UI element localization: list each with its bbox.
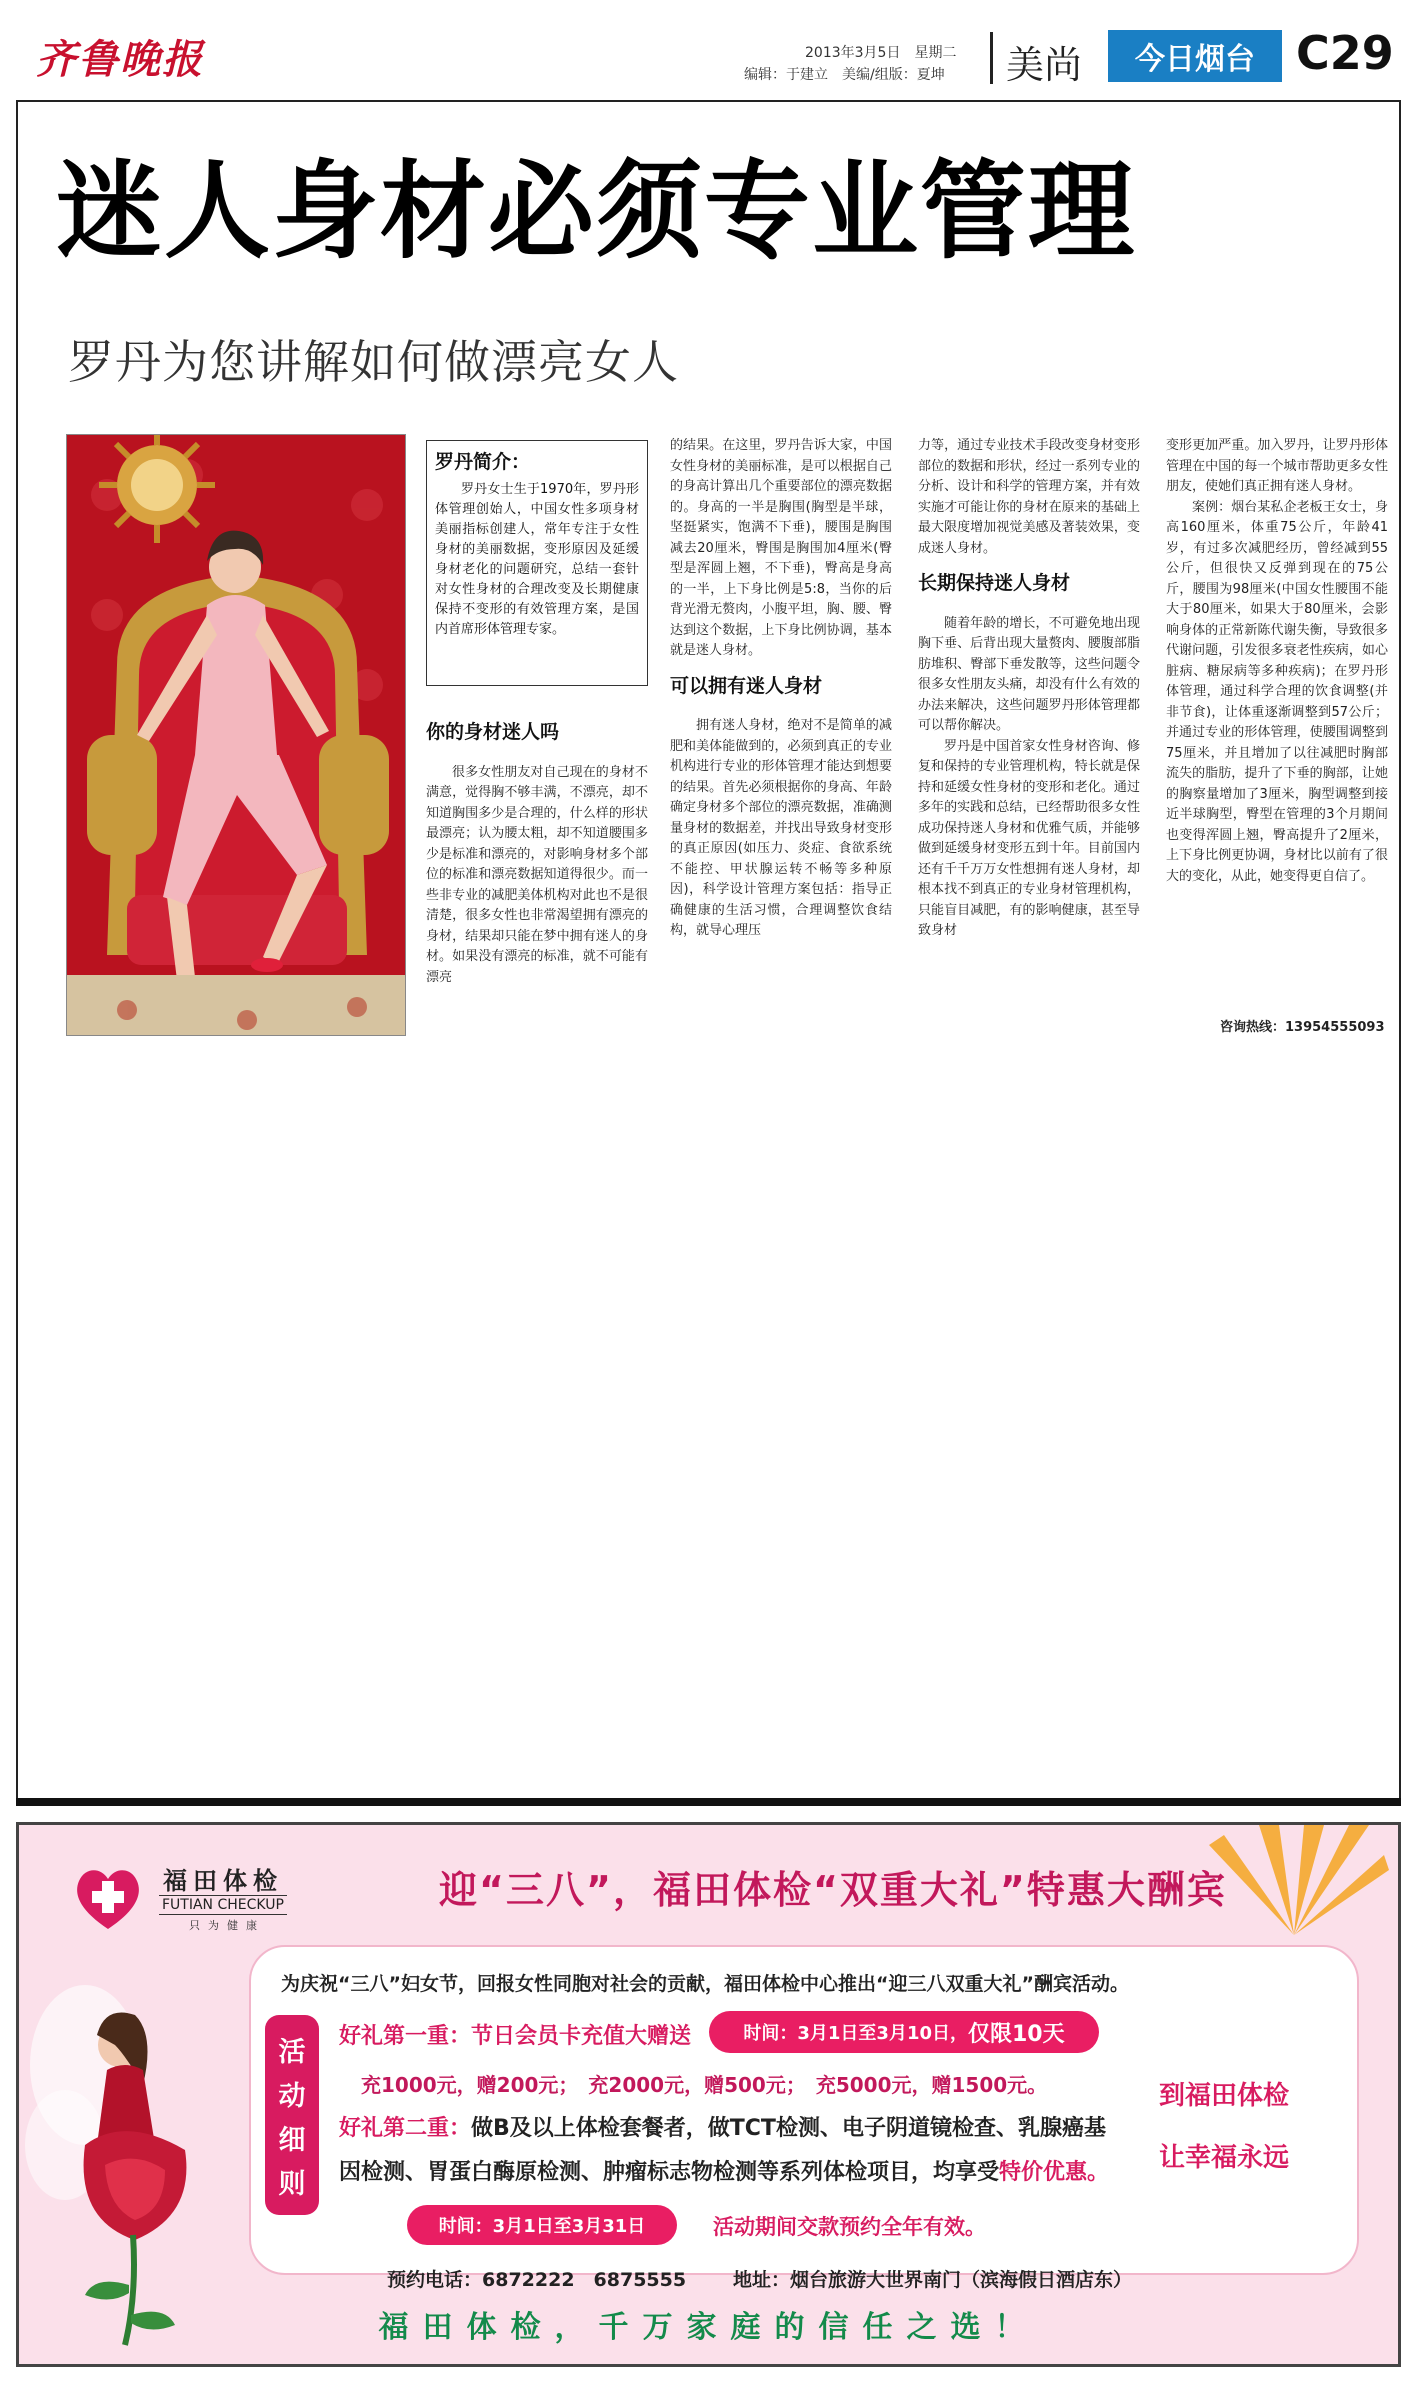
article-column-2 <box>670 436 892 942</box>
editor-credits: 编辑：于建立 美编/组版：夏坤 <box>744 67 945 83</box>
gift-2-date-pill: 时间：3月1日至3月31日 <box>407 2205 677 2245</box>
ad-brand-tagline: 只为健康 <box>189 1919 265 1932</box>
ad-brand-name-en: FUTIAN CHECKUP <box>159 1895 287 1915</box>
paper-name-logo: 齐鲁晚报 <box>36 36 204 83</box>
side-label-char: 活 <box>278 2036 306 2068</box>
section-heading-achieve-figure: 可以拥有迷人身材 <box>670 674 823 697</box>
subheadline: 罗丹为您讲解如何做漂亮女人 <box>68 335 679 389</box>
ad-separator-rule <box>16 1798 1401 1806</box>
ad-intro-text: 为庆祝“三八”妇女节，回报女性同胞对社会的贡献，福田体检中心推出“迎三八双重大礼”酬宾活动。 <box>281 1973 1129 1995</box>
page-number: C29 <box>1296 26 1394 80</box>
column-4-top-text: 变形更加严重。加入罗丹，让罗丹形体管理在中国的每一个城市帮助更多女性朋友，使她们真正拥有迷人身材。 <box>1166 438 1388 494</box>
side-label-char: 则 <box>278 2168 306 2200</box>
fairy-rose-illustration <box>25 1975 235 2355</box>
bio-text: 罗丹女士生于1970年，罗丹形体管理创始人，中国女性多项身材美丽指标创建人，常年专注于女性身材的美丽数据，变形原因及延缓身材老化的问题研究，总结一套针对女性身材的合理改变及长期健康保持不变形的有效管理方案，是国内首席形体管理专家。 <box>435 482 639 637</box>
ad-brand-name: 福田体检 <box>163 1867 283 1895</box>
article-column-1 <box>426 708 648 988</box>
issue-date: 2013年3月5日 星期二 <box>805 45 957 61</box>
gift-1-date-pill <box>709 2011 1099 2053</box>
column-3-top-text: 力等，通过专业技术手段改变身材变形部位的数据和形状，经过一系列专业的分析、设计和科学的管理方案，并有效实施才可能让你的身材在原来的基础上最大限度增加视觉美感及著装效果，变成迷人身材。 <box>918 438 1140 556</box>
headline: 迷人身材必须专业管理 <box>56 150 1136 273</box>
gift-2-line-2 <box>339 2155 1109 2186</box>
gift-1-date: 时间：3月1日至3月10日， <box>743 2023 968 2044</box>
bio-box <box>426 440 648 686</box>
column-3-paragraph-2: 罗丹是中国首家女性身材咨询、修复和保持的专业管理机构，特长就是保持和延缓女性身材的变形和老化。通过多年的实践和总结，已经帮助很多女性成功保持迷人身材和优雅气质，并能够做到延缓身材变形五到十年。目前国内还有千千万万女性想拥有迷人身材，却根本找不到真正的专业身材管理机构，只能盲目减肥，有的影响健康，甚至导致身材 <box>918 738 1140 938</box>
column-2-top-text: 的结果。在这里，罗丹告诉大家，中国女性身材的美丽标准，是可以根据自己的身高计算出几个重要部位的漂亮数据的。身高的一半是胸围(胸型是半球，坚挺紧实，饱满不下垂)，腰围是胸围减去20厘米，臀围是胸围加4厘米(臀型是浑圆上翘，不下垂)，臀高是身高的一半，上下身比例是5:8，当你的后背光滑无赘肉，小腹平坦，胸、腰、臀达到这个数据，上下身比例协调，基本就是迷人身材。 <box>670 438 892 658</box>
futian-checkup-ad <box>16 1822 1401 2367</box>
gift-1-date-highlight: 仅限10天 <box>968 2021 1065 2047</box>
ad-footer-slogan: 福田体检，千万家庭的信任之选！ <box>378 2310 1039 2345</box>
case-study-text: 案例：烟台某私企老板王女士，身高160厘米，体重75公斤，年龄41岁，有过多次减肥经历，曾经减到55公斤，但很快又反弹到现在的75公斤，腰围为98厘米(中国女性腰围不能大于80厘米，如果大于80厘米，会影响身体的正常新陈代谢失衡，导致很多代谢问题，引发很多衰老性疾病，如心脏病、糖尿病等多种疾病)；在罗丹形体管理，通过科学合理的饮食调整(并非节食)，让体重逐渐调整到57公斤；并通过专业的形体管理，使腰围调整到75厘米，并且增加了以往减肥时胸部流失的脂肪，提升了下垂的胸部，让她的胸察量增加了3厘米，胸型调整到接近半球胸型，臀型在管理的3个月期间也变得浑圆上翘，臀高提升了2厘米，上下身比例更协调，身材比以前有了很大的变化，从此，她变得更自信了。 <box>1166 499 1388 884</box>
gift-2-highlight: 特价优惠。 <box>999 2160 1110 2185</box>
section-name: 美尚 <box>1006 43 1083 87</box>
masthead-divider <box>990 32 993 84</box>
ad-right-slogan-1: 到福田体检 <box>1159 2081 1290 2111</box>
gift-2-line-1 <box>339 2111 1106 2142</box>
gift-2-title: 好礼第二重： <box>339 2116 472 2141</box>
bio-title: 罗丹简介： <box>435 451 531 473</box>
consult-hotline: 咨询热线：13954555093 <box>1220 1020 1385 1035</box>
gift-2-text-b: 因检测、胃蛋白酶原检测、肿瘤标志物检测等系列体检项目，均享受 <box>339 2160 1000 2185</box>
column-1-text: 很多女性朋友对自己现在的身材不满意，觉得胸不够丰满，不漂亮，却不知道胸围多少是合理的，什么样的形状最漂亮；认为腰太粗，却不知道腰围多少是标准和漂亮的，对影响身材多个部位的标准和漂亮数据知道得很少。而一些非专业的减肥美体机构对此也不是很清楚，很多女性也非常渴望拥有漂亮的身材，结果却只能在梦中拥有迷人的身材。如果没有漂亮的标准，就不可能有漂亮 <box>426 764 648 985</box>
heart-cross-icon <box>71 1861 145 1935</box>
article-column-4 <box>1166 436 1388 887</box>
gift-2-text-a: 做B及以上体检套餐者，做TCT检测、电子阴道镜检查、乳腺癌基 <box>471 2116 1106 2141</box>
article-column-3 <box>918 436 1140 942</box>
gift-1-title: 好礼第一重：节日会员卡充值大赠送 <box>339 2024 692 2049</box>
side-label-char: 动 <box>278 2080 306 2112</box>
side-label-char: 细 <box>278 2124 306 2156</box>
portrait-illustration <box>67 435 406 1036</box>
section-heading-maintain-figure: 长期保持迷人身材 <box>918 572 1071 594</box>
column-2-text: 拥有迷人身材，绝对不是简单的减肥和美体能做到的，必须到真正的专业机构进行专业的形体管理才能达到想要的结果。首先必须根据你的身高、年龄确定身材多个部位的漂亮数据，准确测量身材的数据差，并找出导致身材变形的真正原因(如压力、炎症、食欲系统不能控、甲状腺运转不畅等多种原因)，科学设计管理方案包括：指导正确健康的生活习惯，合理调整饮食结构，就导心理压 <box>670 718 892 938</box>
prepay-note: 活动期间交款预约全年有效。 <box>713 2215 986 2239</box>
ad-phone: 预约电话：6872222 6875555 <box>387 2269 687 2291</box>
decorative-sunburst-icon <box>1199 1825 1389 1935</box>
gift-1-detail: 充1000元，赠200元； 充2000元，赠500元； 充5000元，赠1500元。 <box>361 2073 1048 2097</box>
column-3-paragraph-1: 随着年龄的增长，不可避免地出现胸下垂、后背出现大量赘肉、腰腹部脂肪堆积、臀部下垂发散等，这些问题令很多女性朋友头痛，却没有什么有效的办法来解决，这些问题罗丹形体管理都可以帮你解决。 <box>918 615 1140 733</box>
ad-banner-title: 迎“三八”，福田体检“双重大礼”特惠大酬宾 <box>439 1868 1227 1912</box>
edition-badge: 今日烟台 <box>1108 30 1282 82</box>
ad-address: 地址：烟台旅游大世界南门（滨海假日酒店东） <box>733 2269 1133 2291</box>
ad-right-slogan-2: 让幸福永远 <box>1159 2143 1290 2173</box>
activity-rules-label <box>265 2015 319 2215</box>
masthead <box>0 0 1417 100</box>
section-heading-body-appeal: 你的身材迷人吗 <box>426 721 560 743</box>
portrait-photo <box>66 434 406 1036</box>
